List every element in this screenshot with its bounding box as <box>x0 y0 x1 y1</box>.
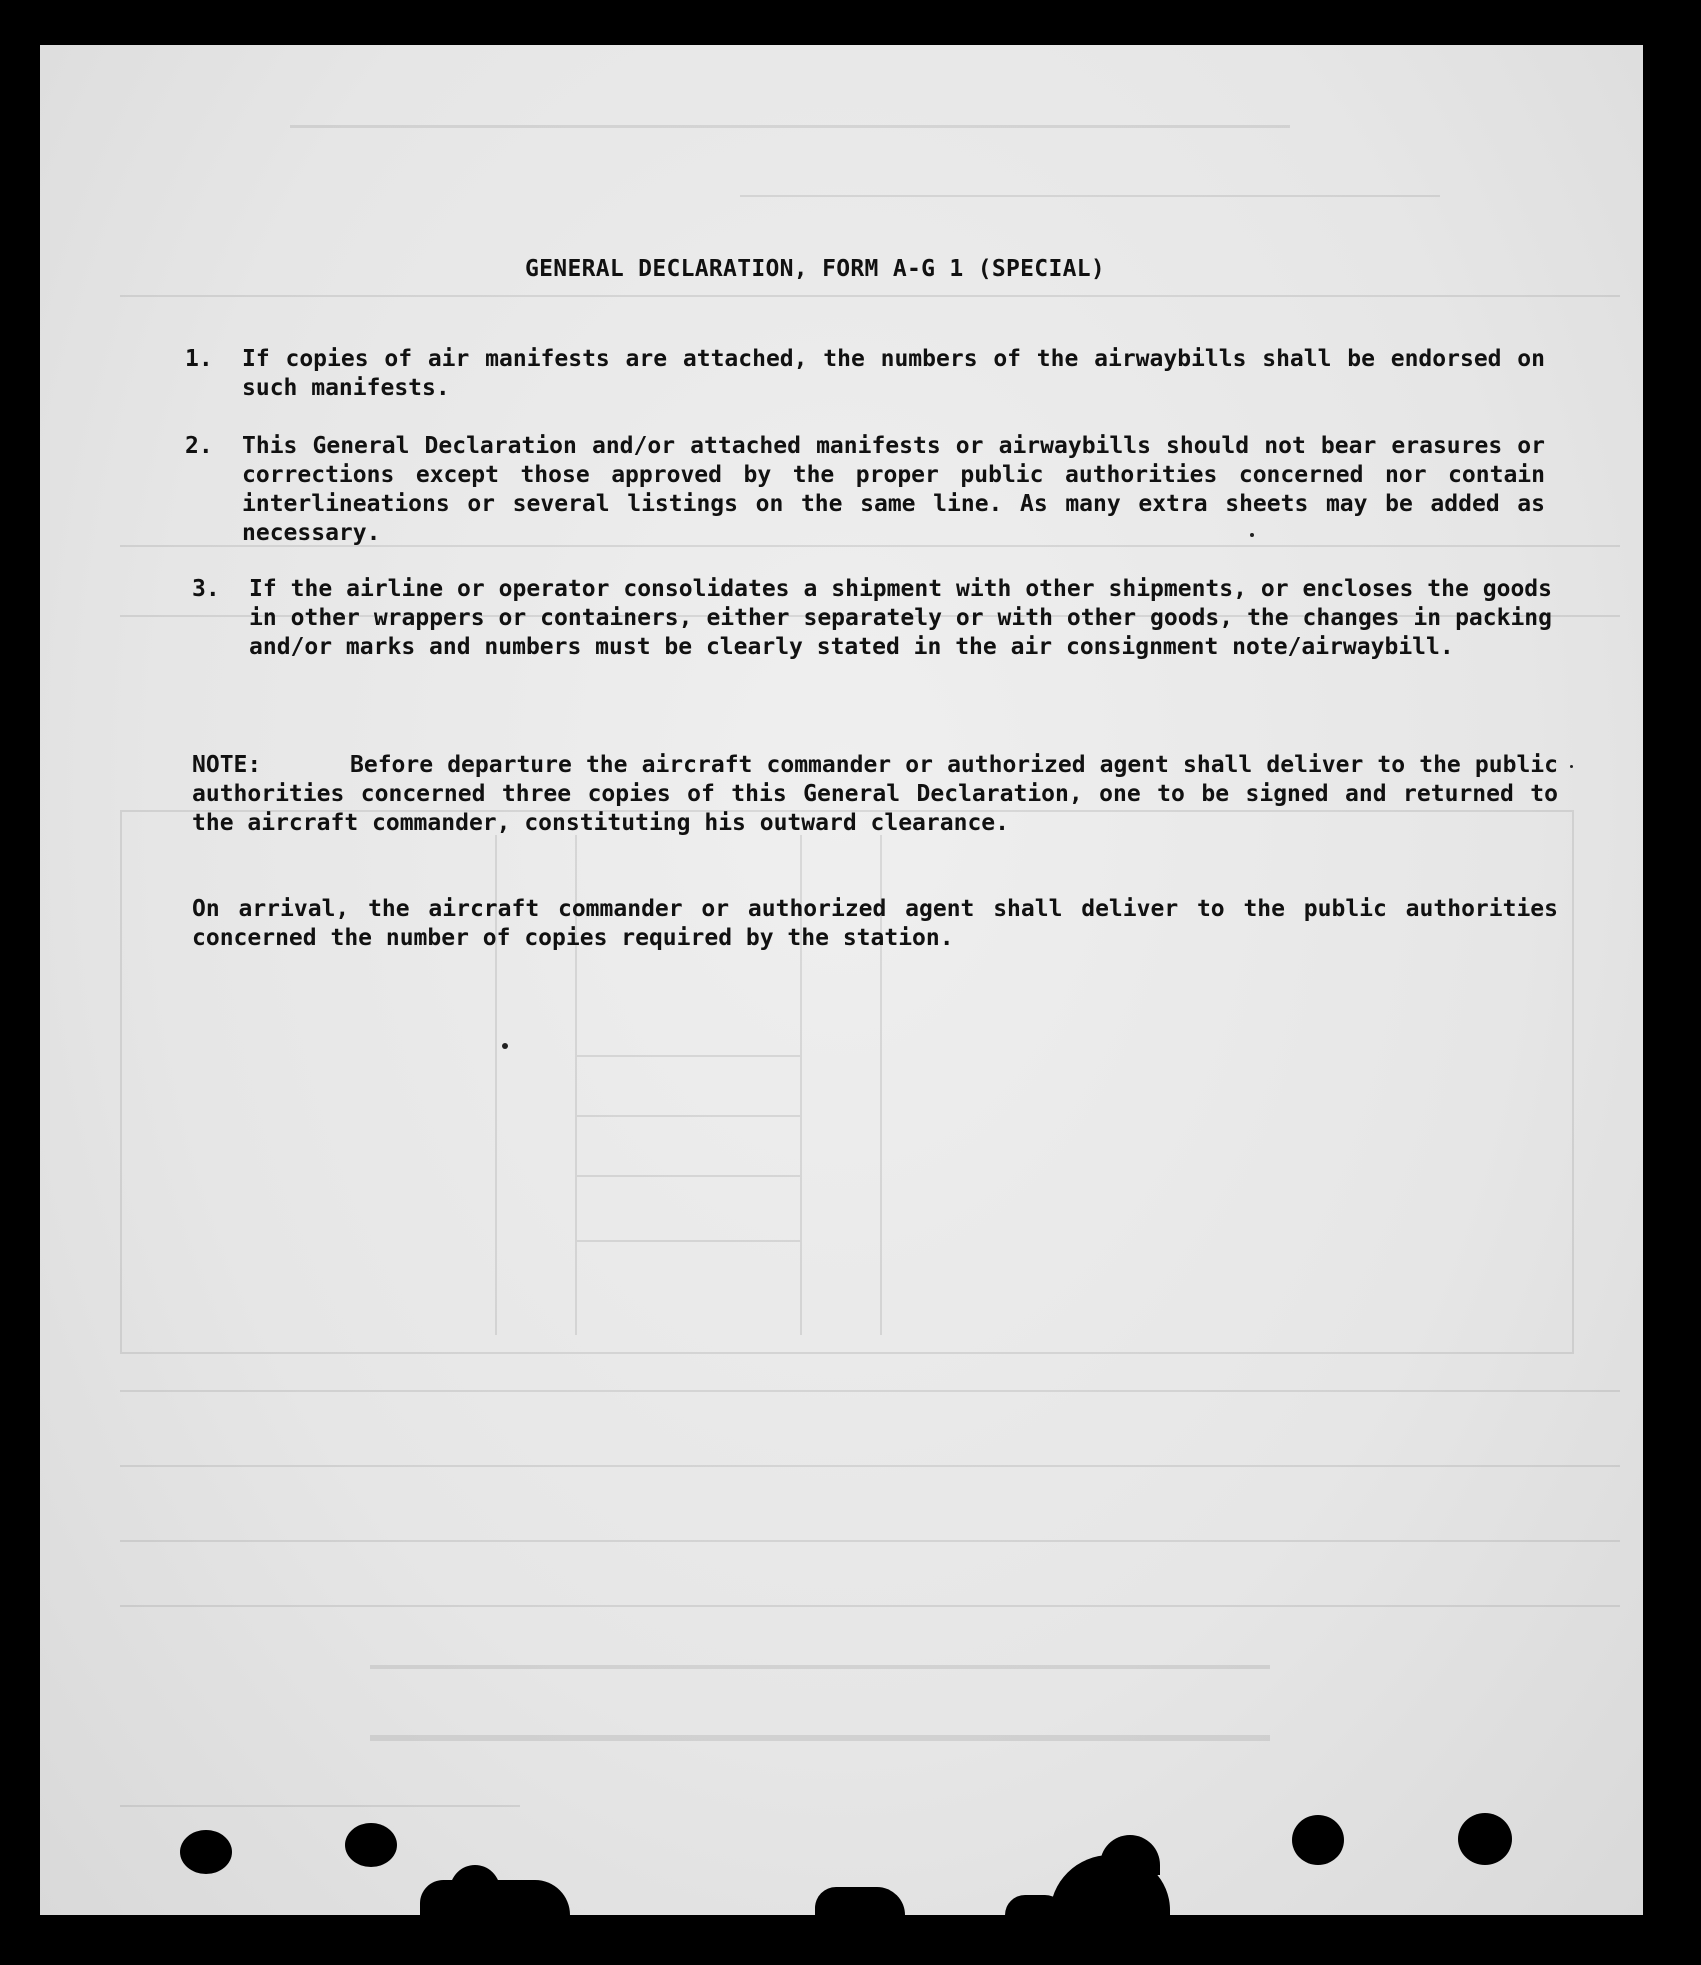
ink-speck <box>1570 765 1573 768</box>
item-text: If copies of air manifests are attached, the numbers of the airwaybills shall be endorsed on such manifests. <box>242 346 1545 401</box>
punch-hole <box>180 1830 232 1874</box>
document-page <box>40 45 1643 1915</box>
punch-hole <box>345 1823 397 1867</box>
item-number: 1. <box>185 346 213 372</box>
note-paragraph <box>192 751 1558 838</box>
arrival-paragraph: On arrival, the aircraft commander or authorized agent shall deliver to the public authorities concerned the number of copies required by the station. <box>192 896 1558 951</box>
punch-hole <box>1292 1815 1344 1865</box>
ink-speck <box>502 1043 508 1049</box>
item-number: 3. <box>192 576 220 602</box>
item-number: 2. <box>185 433 213 459</box>
torn-edge <box>1005 1895 1065 1915</box>
item-text: If the airline or operator consolidates a shipment with other shipments, or encloses the goods in other wrappers or containers, either separately or with other goods, the changes in packing and/or marks and numbers must be clearly stated in the air consignment note/airwaybill. <box>249 576 1552 660</box>
ink-speck <box>1250 533 1254 537</box>
item-text: This General Declaration and/or attached manifests or airwaybills should not bear erasures or corrections except those approved by the proper public authorities concerned nor contain interlineations or several listings on the same line. As many extra sheets may be added as necessary. <box>242 433 1545 546</box>
note-label: NOTE: <box>192 752 262 778</box>
document-title: GENERAL DECLARATION, FORM A-G 1 (SPECIAL) <box>525 256 1106 282</box>
note-text: Before departure the aircraft commander or authorized agent shall deliver to the public authorities concerned three copies of this General Declaration, one to be signed and returned to the aircraft commander, constituting his outward clearance. <box>192 752 1558 836</box>
torn-edge <box>815 1887 905 1915</box>
punch-hole <box>1458 1813 1512 1865</box>
instructions-text <box>40 45 1643 1915</box>
